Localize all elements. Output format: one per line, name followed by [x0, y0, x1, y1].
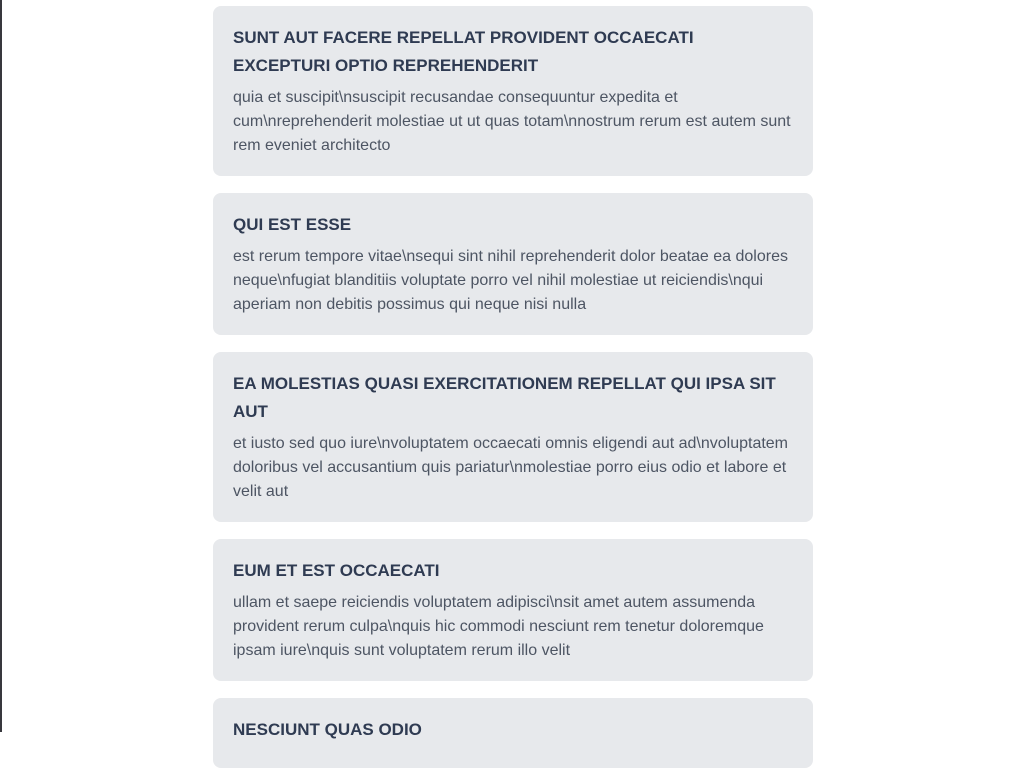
post-title: SUNT AUT FACERE REPELLAT PROVIDENT OCCAECATI EXCEPTURI OPTIO REPREHENDERIT	[233, 28, 694, 75]
post-body: quia et suscipit\nsuscipit recusandae consequuntur expedita et cum\nreprehenderit molestiae ut ut quas totam\nnostrum rerum est autem sunt rem eveniet architecto	[233, 89, 791, 154]
post-list	[213, 0, 813, 768]
post-body: ullam et saepe reiciendis voluptatem adipisci\nsit amet autem assumenda provident rerum culpa\nquis hic commodi nesciunt rem tenetur doloremque ipsam iure\nquis sunt voluptatem rerum illo velit	[233, 594, 764, 659]
post-body: et iusto sed quo iure\nvoluptatem occaecati omnis eligendi aut ad\nvoluptatem doloribus vel accusantium quis pariatur\nmolestiae porro eius odio et labore et velit aut	[233, 435, 789, 500]
post-title: QUI EST ESSE	[233, 215, 352, 234]
post-card	[213, 539, 813, 681]
post-card	[213, 352, 813, 522]
post-card	[213, 698, 813, 768]
post-card	[213, 6, 813, 176]
post-title: NESCIUNT QUAS ODIO	[233, 720, 422, 739]
post-title: EA MOLESTIAS QUASI EXERCITATIONEM REPELLAT QUI IPSA SIT AUT	[233, 374, 776, 421]
post-card	[213, 193, 813, 335]
post-title: EUM ET EST OCCAECATI	[233, 561, 440, 580]
post-body: est rerum tempore vitae\nsequi sint nihil reprehenderit dolor beatae ea dolores neque\nfugiat blanditiis voluptate porro vel nihil molestiae ut reiciendis\nqui aperiam non debitis possimus qui neque nisi nulla	[233, 248, 788, 313]
window-left-edge	[0, 0, 2, 732]
